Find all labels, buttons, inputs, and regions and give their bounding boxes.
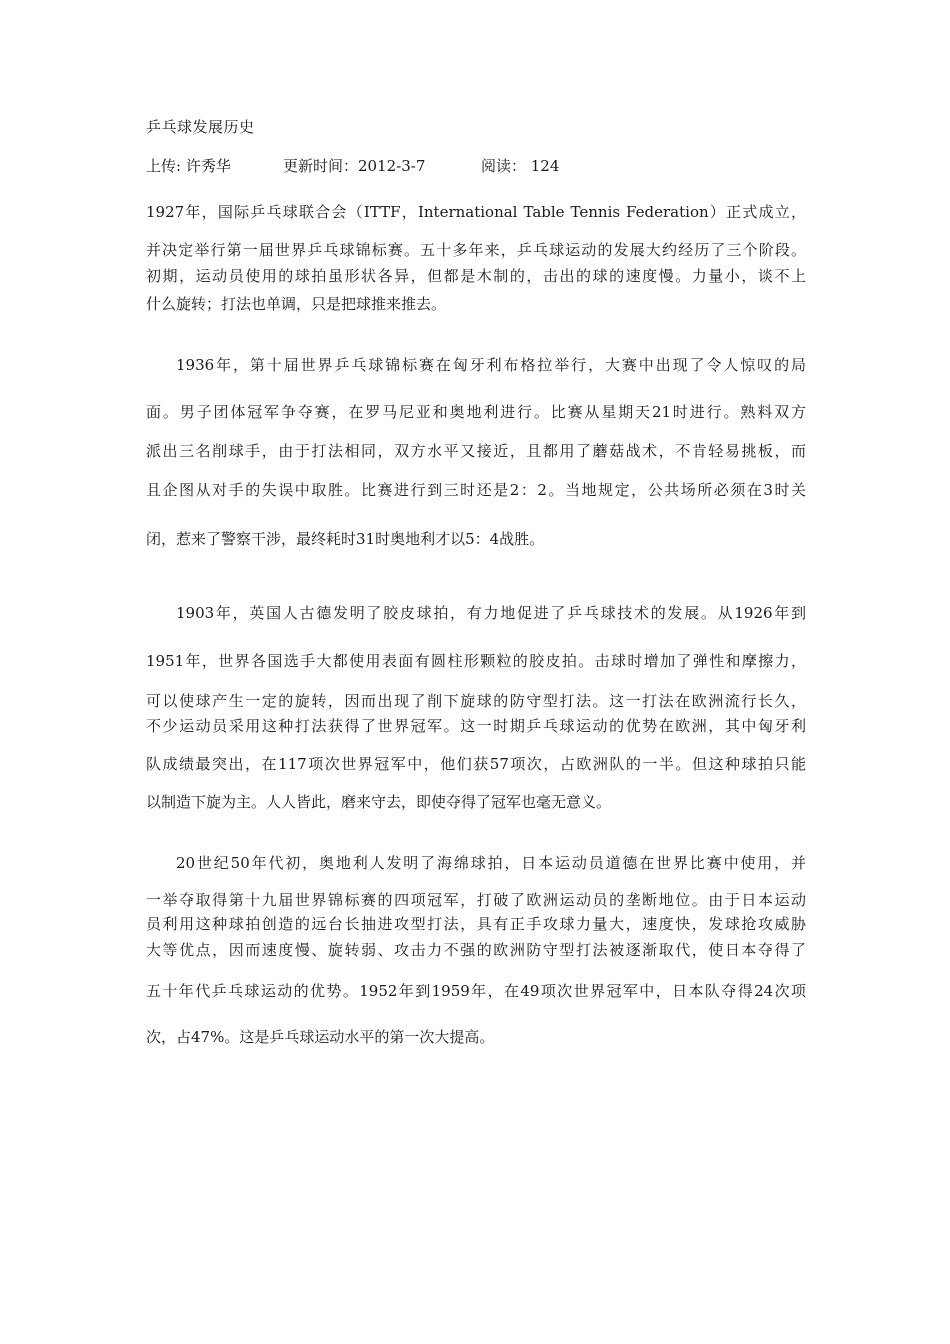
paragraph-line: 队成绩最突出，在117项次世界冠军中，他们获57项次，占欧洲队的一半。但这种球拍只能 xyxy=(146,755,806,773)
read-count: 阅读： 124 xyxy=(481,157,560,175)
paragraph-line: 五十年代乒乓球运动的优势。1952年到1959年，在49项次世界冠军中，日本队夺得24次项 xyxy=(146,982,806,1000)
paragraph-line: 1903年，英国人古德发明了胶皮球拍，有力地促进了乒乓球技术的发展。从1926年到 xyxy=(176,604,806,622)
paragraph-line: 可以使球产生一定的旋转，因而出现了削下旋球的防守型打法。这一打法在欧洲流行长久， xyxy=(146,692,806,710)
paragraph-line: 大等优点，因而速度慢、旋转弱、攻击力不强的欧洲防守型打法被逐渐取代，使日本夺得了 xyxy=(146,941,806,959)
paragraph-line: 并决定举行第一届世界乒乓球锦标赛。五十多年来，乒乓球运动的发展大约经历了三个阶段。 xyxy=(146,241,806,259)
document-meta xyxy=(146,154,806,178)
paragraph-line: 初期，运动员使用的球拍虽形状各异，但都是木制的，击出的球的速度慢。力量小，谈不上 xyxy=(146,267,806,285)
paragraph-line: 闭，惹来了警察干涉，最终耗时31时奥地利才以5：4战胜。 xyxy=(146,530,545,548)
paragraph-line: 且企图从对手的失误中取胜。比赛进行到三时还是2：2。当地规定，公共场所必须在3时关 xyxy=(146,481,806,499)
paragraph-line: 1951年，世界各国选手大都使用表面有圆柱形颗粒的胶皮拍。击球时增加了弹性和摩擦力， xyxy=(146,652,806,670)
paragraph-line: 1936年，第十届世界乒乓球锦标赛在匈牙利布格拉举行，大赛中出现了令人惊叹的局 xyxy=(176,356,806,374)
uploader-info: 上传: 许秀华 xyxy=(146,157,231,175)
paragraph-line: 以制造下旋为主。人人皆此，磨来守去，即使夺得了冠军也毫无意义。 xyxy=(146,793,612,811)
paragraph-line: 派出三名削球手，由于打法相同，双方水平又接近，且都用了蘑菇战术，不肯轻易挑板，而 xyxy=(146,442,806,460)
paragraph-line: 1927年，国际乒乓球联合会（ITTF，International Table Tennis Federation）正式成立， xyxy=(146,203,806,221)
paragraph-line: 20世纪50年代初，奥地利人发明了海绵球拍，日本运动员道德在世界比赛中使用，并 xyxy=(176,854,806,872)
paragraph-line: 不少运动员采用这种打法获得了世界冠军。这一时期乒乓球运动的优势在欧洲，其中匈牙利 xyxy=(146,717,806,735)
paragraph-line: 什么旋转；打法也单调，只是把球推来推去。 xyxy=(146,295,447,313)
paragraph-line: 员利用这种球拍创造的远台长抽进攻型打法，具有正手攻球力量大，速度快，发球抢攻威胁 xyxy=(146,915,806,933)
paragraph-line: 面。男子团体冠军争夺赛，在罗马尼亚和奥地利进行。比赛从星期天21时进行。熟料双方 xyxy=(146,403,806,421)
paragraph-line: 次，占47%。这是乒乓球运动水平的第一次大提高。 xyxy=(146,1028,495,1046)
paragraph-line: 一举夺取得第十九届世界锦标赛的四项冠军，打破了欧洲运动员的垄断地位。由于日本运动 xyxy=(146,891,806,909)
update-time: 更新时间：2012-3-7 xyxy=(283,157,426,175)
document-title: 乒乓球发展历史 xyxy=(146,118,255,136)
